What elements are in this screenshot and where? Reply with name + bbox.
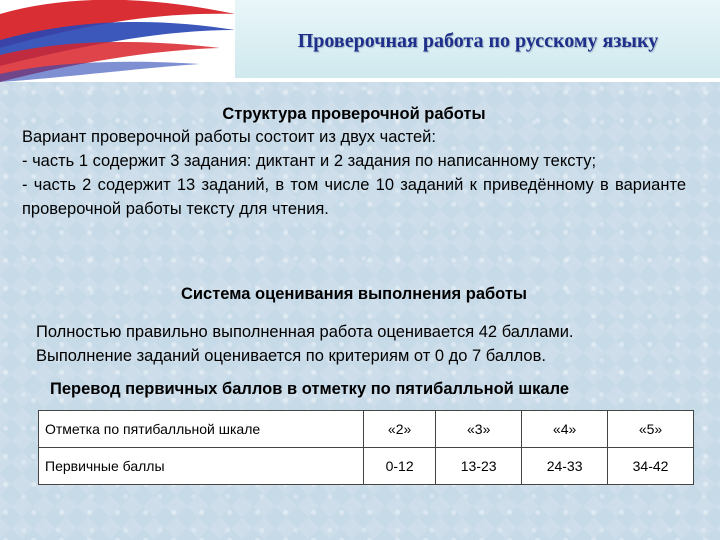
- page-title: Проверочная работа по русскому языку: [297, 30, 659, 52]
- table-row: [39, 411, 694, 448]
- structure-line: Вариант проверочной работы состоит из двух частей:: [22, 128, 436, 146]
- structure-line: - часть 2 содержит 13 заданий, в том числе 10 заданий к приведённому в варианте проверочной работы тексту для чтения.: [22, 176, 686, 218]
- table-row: [39, 448, 694, 485]
- scale-heading: Перевод первичных баллов в отметку по пятибалльной шкале: [50, 380, 570, 398]
- table-cell: 34-42: [608, 448, 694, 485]
- russian-flag-decoration: [0, 0, 260, 82]
- table-cell: 0-12: [364, 448, 436, 485]
- grading-body: [36, 320, 696, 368]
- header: [0, 0, 720, 82]
- grading-heading: Система оценивания выполнения работы: [180, 285, 528, 303]
- table-cell: «4»: [522, 411, 608, 448]
- score-conversion-table: [38, 410, 694, 485]
- table-cell: «3»: [436, 411, 522, 448]
- structure-line: - часть 1 содержит 3 задания: диктант и 2 задания по написанному тексту;: [22, 152, 597, 170]
- row-label: Отметка по пятибалльной шкале: [39, 411, 364, 448]
- structure-body: [22, 125, 686, 221]
- row-label: Первичные баллы: [39, 448, 364, 485]
- table-cell: «2»: [364, 411, 436, 448]
- grading-line: Выполнение заданий оценивается по критериям от 0 до 7 баллов.: [36, 347, 546, 365]
- table-cell: 24-33: [522, 448, 608, 485]
- table-cell: «5»: [608, 411, 694, 448]
- structure-heading: Структура проверочной работы: [222, 105, 486, 123]
- grading-line: Полностью правильно выполненная работа оценивается 42 баллами.: [36, 323, 574, 341]
- table-cell: 13-23: [436, 448, 522, 485]
